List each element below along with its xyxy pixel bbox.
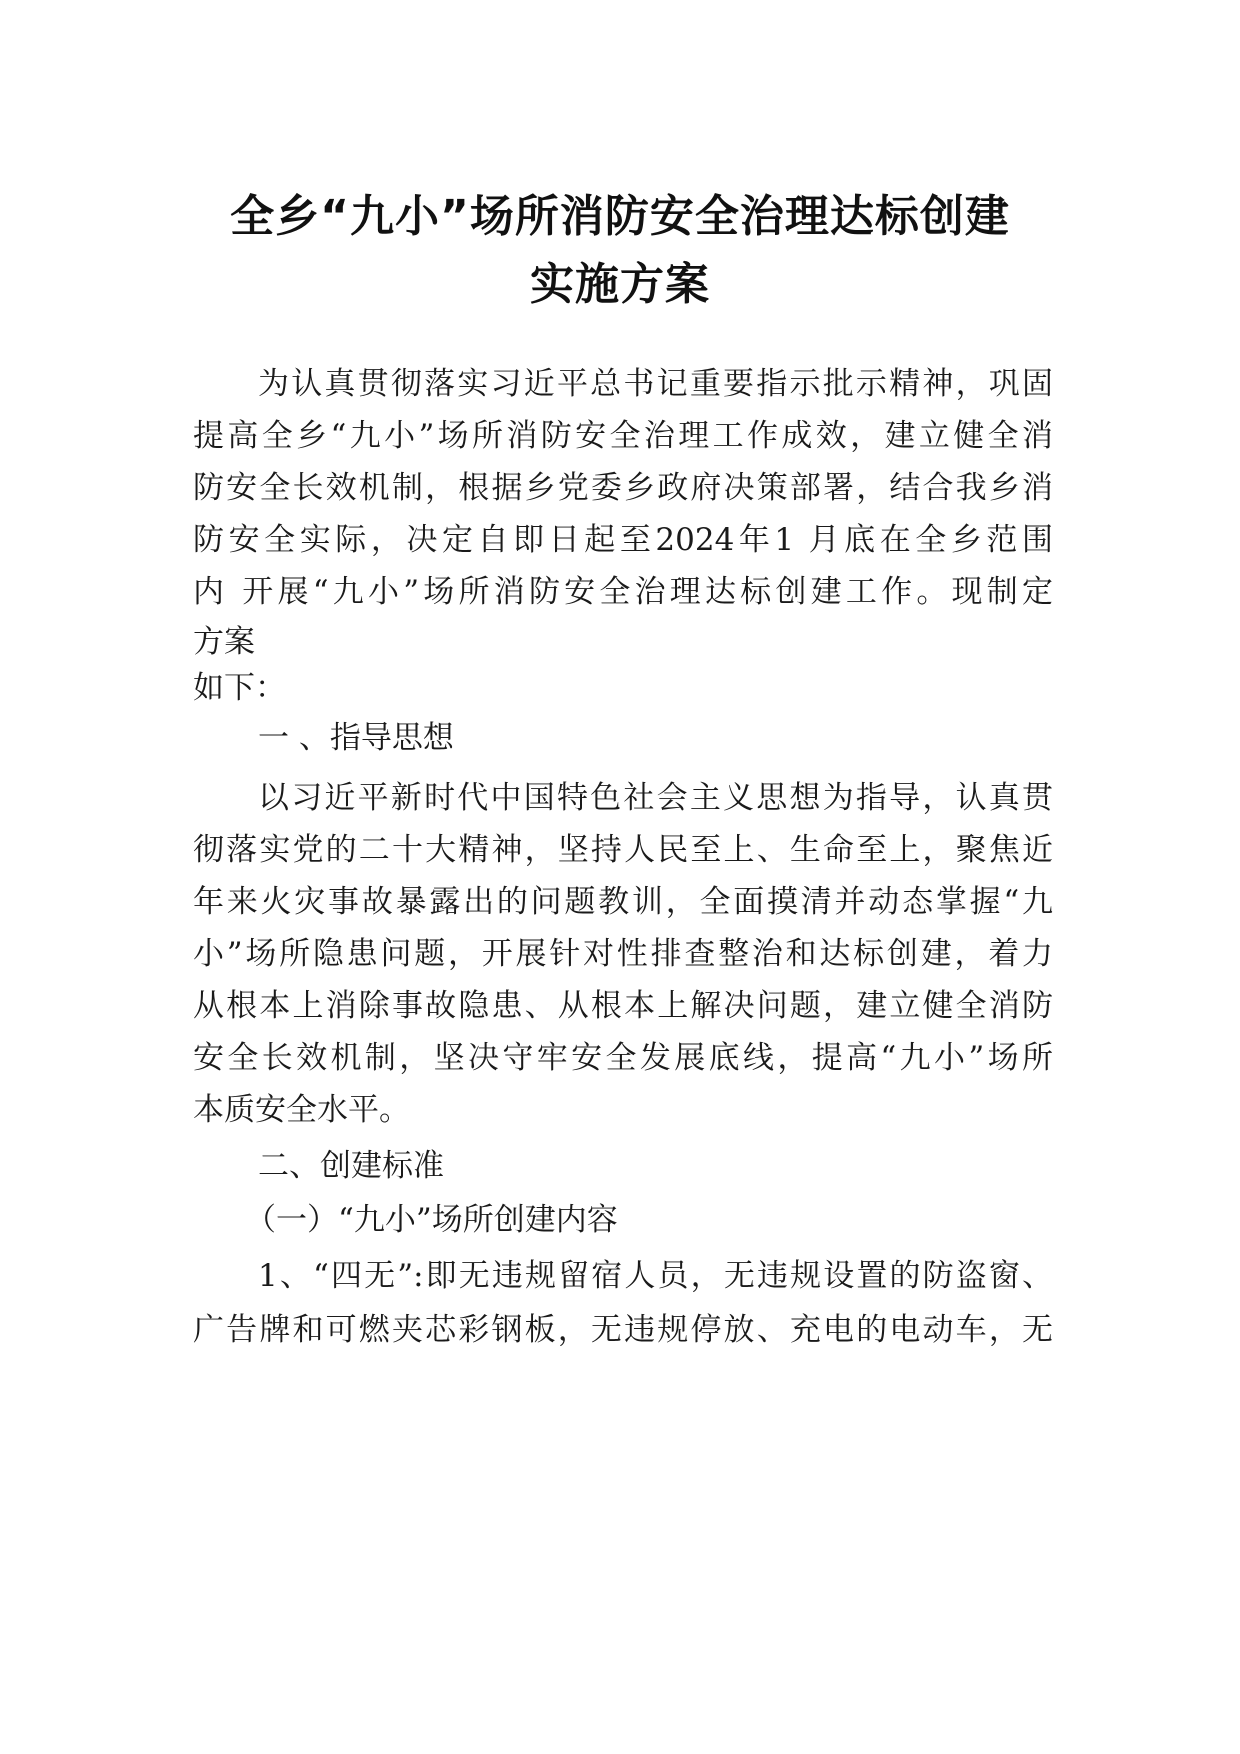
paragraph-line: 安全长效机制，坚决守牢安全发展底线，提高“九小”场所 [193, 1040, 1053, 1076]
paragraph-line: 方案 [193, 624, 255, 660]
paragraph-line: 1、“四无”:即无违规留宿人员，无违规设置的防盗窗、 [258, 1258, 1053, 1294]
paragraph-line: 内 开展“九小”场所消防安全治理达标创建工作。现制定 [193, 574, 1053, 610]
paragraph-line: 如下： [193, 670, 286, 706]
paragraph-line: 从根本上消除事故隐患、从根本上解决问题，建立健全消防 [193, 988, 1053, 1024]
paragraph-line: 提高全乡“九小”场所消防安全治理工作成效，建立健全消 [193, 418, 1053, 454]
paragraph-line: 以习近平新时代中国特色社会主义思想为指导，认真贯 [258, 780, 1053, 816]
paragraph-line: 为认真贯彻落实习近平总书记重要指示批示精神，巩固 [258, 366, 1053, 402]
subsection-heading: （一）“九小”场所创建内容 [245, 1202, 618, 1238]
paragraph-line: 广告牌和可燃夹芯彩钢板，无违规停放、充电的电动车，无 [193, 1312, 1053, 1348]
paragraph-line: 防安全长效机制，根据乡党委乡政府决策部署，结合我乡消 [193, 470, 1053, 506]
document-title-line-2: 实施方案 [530, 259, 710, 310]
paragraph-line: 小”场所隐患问题，开展针对性排查整治和达标创建，着力 [193, 936, 1053, 972]
section-heading: 二、创建标准 [258, 1148, 444, 1184]
paragraph-line: 防安全实际，决定自即日起至2024年1 月底在全乡范围 [193, 522, 1053, 558]
document-title-line-1: 全乡“九小”场所消防安全治理达标创建 [230, 191, 1010, 242]
paragraph-line: 本质安全水平。 [193, 1092, 410, 1128]
section-heading: 一 、指导思想 [258, 720, 454, 756]
paragraph-line: 年来火灾事故暴露出的问题教训，全面摸清并动态掌握“九 [193, 884, 1053, 920]
paragraph-line: 彻落实党的二十大精神，坚持人民至上、生命至上，聚焦近 [193, 832, 1053, 868]
